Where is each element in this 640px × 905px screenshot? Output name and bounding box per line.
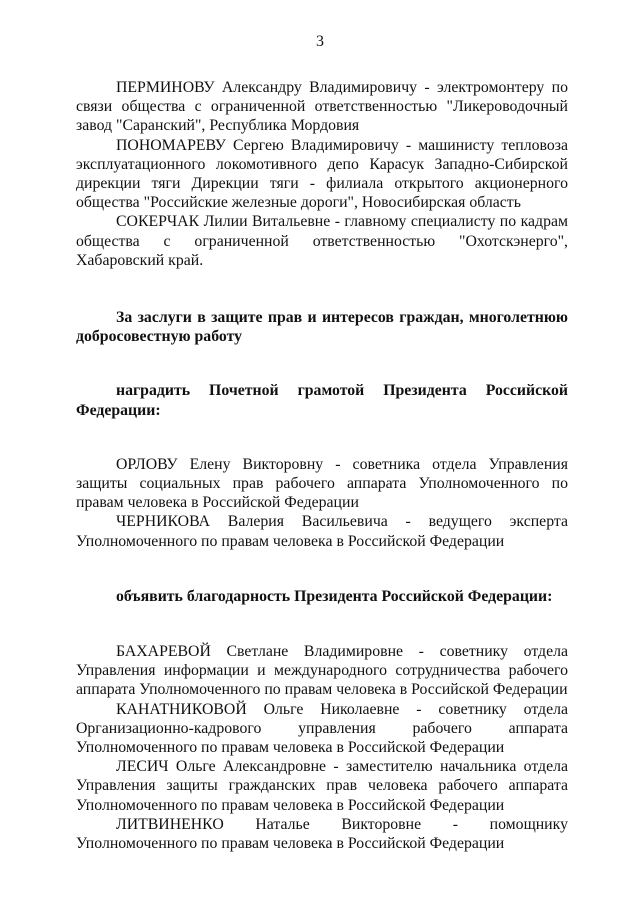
spacer	[76, 270, 568, 308]
award-paragraph-litvinenko: ЛИТВИНЕНКО Наталье Викторовне - помощнику Уполномоченного по правам человека в Российской Федерации	[76, 815, 568, 853]
award-paragraph-perminov: ПЕРМИНОВУ Александру Владимировичу - электромонтеру по связи общества с ограниченной ответственностью "Ликероводочный завод "Саранский", Республика Мордовия	[76, 79, 568, 135]
spacer	[76, 606, 568, 642]
page-number: 3	[316, 33, 324, 50]
award-paragraph-orlova: ОРЛОВУ Елену Викторовну - советника отдела Управления защиты социальных прав рабочего аппарата Уполномоченного по правам человека в Российской Федерации	[76, 455, 568, 512]
section-heading-gratitude: объявить благодарность Президента Российской Федерации:	[116, 587, 553, 605]
award-paragraph-lesich: ЛЕСИЧ Ольге Александровне - заместителю начальника отдела Управления защиты гражданских прав человека рабочего аппарата Уполномоченного по правам человека в Российской Федерации	[76, 758, 568, 814]
award-paragraph-ponomarev: ПОНОМАРЕВУ Сергею Владимировичу - машинисту тепловоза эксплуатационного локомотивного депо Карасук Западно-Сибирской дирекции тяги Дирекции тяги - филиала открытого акционерного общества "Российские железные дороги", Новосибирская область	[76, 136, 568, 212]
spacer	[76, 346, 568, 381]
award-paragraph-bakhareva: БАХАРЕВОЙ Светлане Владимировне - советнику отдела Управления информации и международного сотрудничества рабочего аппарата Уполномоченного по правам человека в Российской Федерации	[76, 643, 568, 699]
document-body	[76, 78, 568, 853]
award-paragraph-chernikov: ЧЕРНИКОВА Валерия Васильевича - ведущего эксперта Уполномоченного по правам человека в Российской Федерации	[76, 513, 568, 550]
spacer	[76, 551, 568, 587]
award-paragraph-kanatnikova: КАНАТНИКОВОЙ Ольге Николаевне - советнику отдела Организационно-кадрового управления рабочего аппарата Уполномоченного по правам человека в Российской Федерации	[76, 700, 568, 757]
section-heading-certificate: наградить Почетной грамотой Президента Российской Федерации:	[76, 382, 568, 419]
spacer	[76, 420, 568, 455]
award-paragraph-sokerchak: СОКЕРЧАК Лилии Витальевне - главному специалисту по кадрам общества с ограниченной ответственностью "Охотскэнерго", Хабаровский край.	[76, 213, 568, 269]
section-heading-merits: За заслуги в защите прав и интересов граждан, многолетнюю добросовестную работу	[76, 309, 568, 346]
